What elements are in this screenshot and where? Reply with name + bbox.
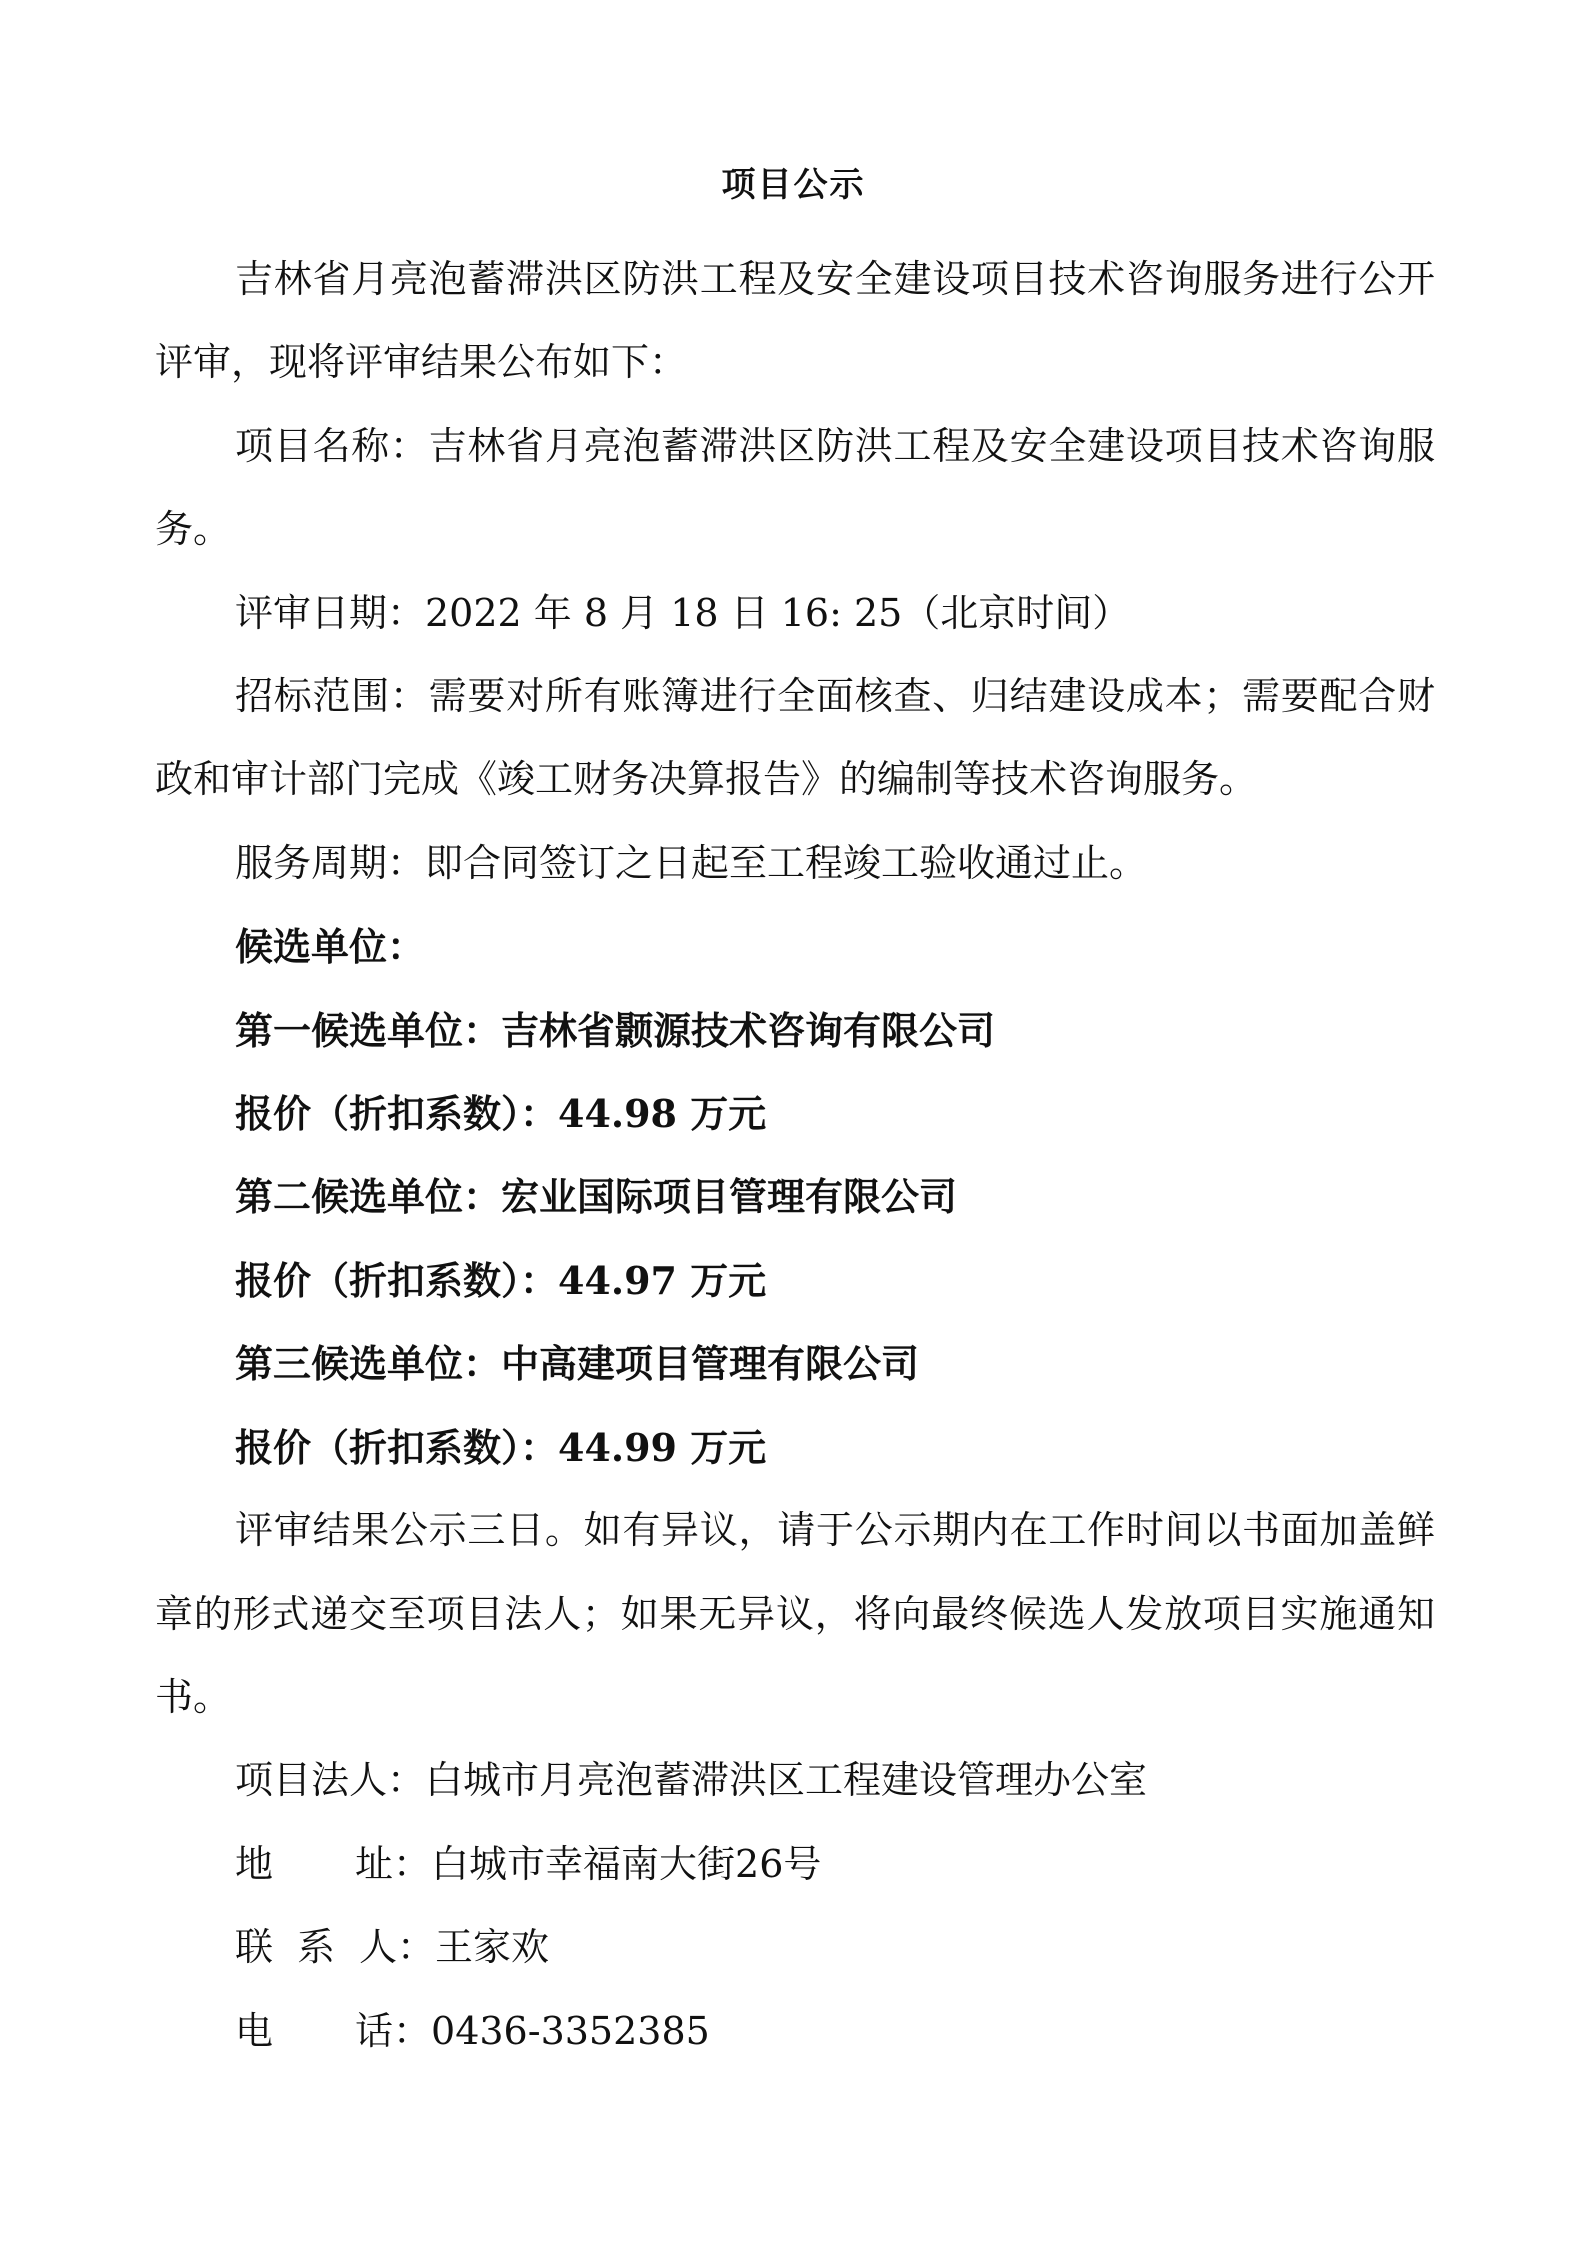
contact-label-second-char: 系	[297, 1925, 336, 1970]
candidate-3-price: 报价（折扣系数）：44.99 万元	[235, 1424, 767, 1470]
candidate-1-price: 报价（折扣系数）：44.98 万元	[235, 1091, 767, 1137]
address-value: 白城市幸福南大街26号	[431, 1841, 822, 1886]
document-body	[155, 238, 1435, 2073]
legal-person-paragraph: 项目法人：白城市月亮泡蓄滞洪区工程建设管理办公室	[235, 1758, 1148, 1803]
intro-paragraph: 吉林省月亮泡蓄滞洪区防洪工程及安全建设项目技术咨询服务进行公开评审，现将评审结果公布如下：	[155, 257, 1435, 385]
address-line	[155, 1823, 1435, 1906]
candidate-1-name: 第一候选单位：吉林省颢源技术咨询有限公司	[235, 1007, 996, 1053]
phone-line	[155, 1990, 1435, 2073]
project-name-paragraph: 项目名称：吉林省月亮泡蓄滞洪区防洪工程及安全建设项目技术咨询服务。	[155, 423, 1435, 552]
address-label-first-char: 地	[235, 1841, 274, 1886]
contact-label-last: 人：	[359, 1925, 436, 1970]
review-date-paragraph: 评审日期：2022 年 8 月 18 日 16: 25（北京时间）	[235, 590, 1131, 635]
document-title: 项目公示	[721, 165, 866, 205]
candidates-heading: 候选单位：	[235, 924, 426, 970]
contact-label-first-char: 联	[235, 1925, 274, 1970]
service-period-paragraph: 服务周期：即合同签订之日起至工程竣工验收通过止。	[235, 840, 1148, 885]
candidate-2-name: 第二候选单位：宏业国际项目管理有限公司	[235, 1174, 958, 1220]
contact-line	[155, 1906, 1435, 1989]
phone-label-first-char: 电	[235, 2008, 274, 2053]
scope-paragraph: 招标范围：需要对所有账簿进行全面核查、归结建设成本；需要配合财政和审计部门完成《竣工财务决算报告》的编制等技术咨询服务。	[155, 674, 1435, 802]
candidate-3-name: 第三候选单位：中高建项目管理有限公司	[235, 1341, 920, 1387]
contact-value: 王家欢	[435, 1925, 550, 1970]
phone-label-last: 话：	[355, 2008, 432, 2053]
candidate-2-price: 报价（折扣系数）：44.97 万元	[235, 1257, 767, 1303]
notice-paragraph: 评审结果公示三日。如有异议，请于公示期内在工作时间以书面加盖鲜章的形式递交至项目法人；如果无异议，将向最终候选人发放项目实施通知书。	[155, 1508, 1435, 1719]
phone-value: 0436-3352385	[431, 2008, 710, 2053]
address-label-last: 址：	[355, 1841, 432, 1886]
